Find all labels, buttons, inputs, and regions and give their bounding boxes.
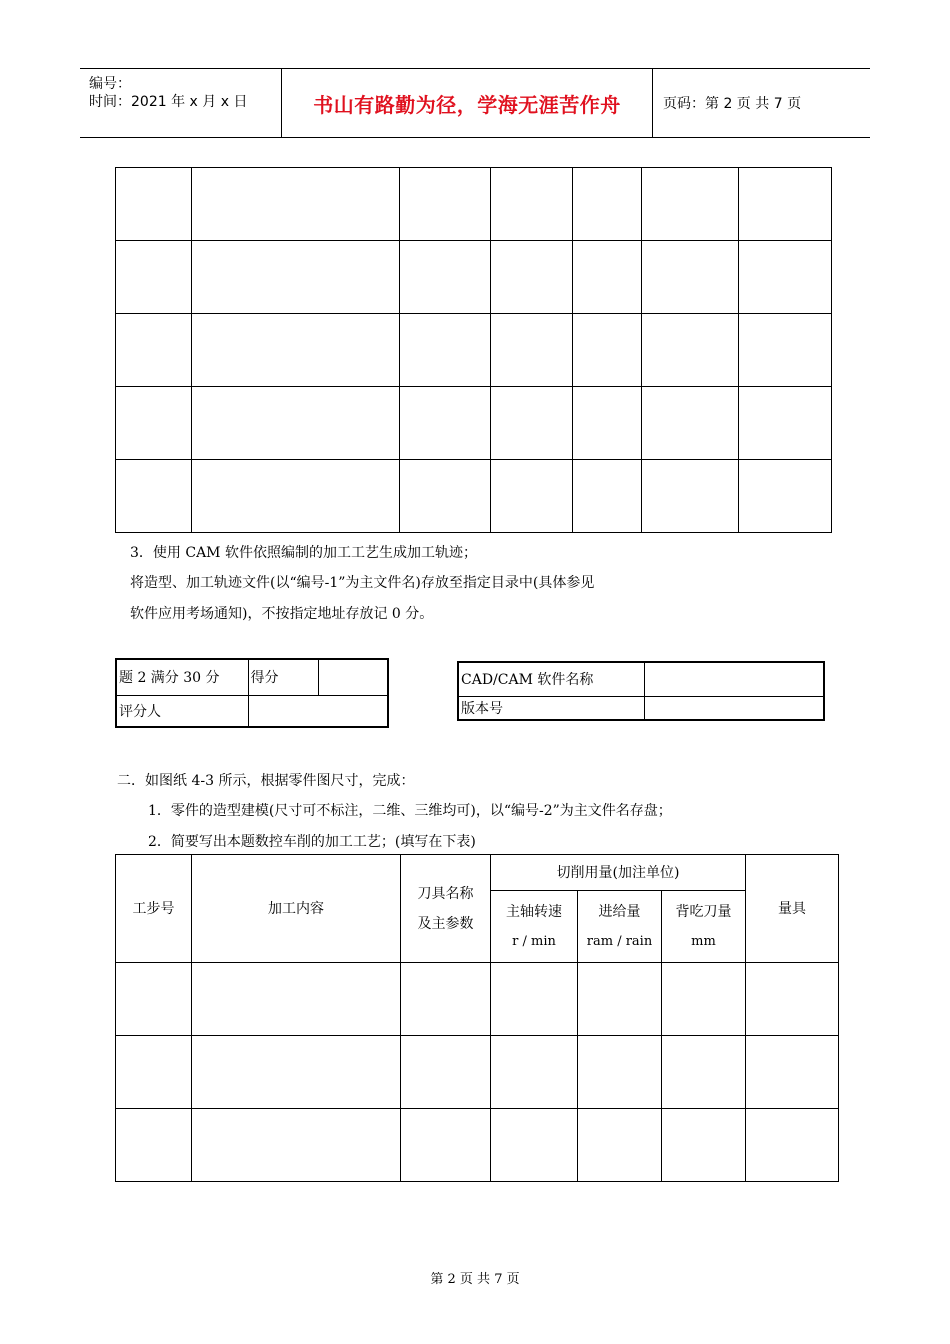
table-cell[interactable] bbox=[578, 1036, 662, 1109]
header-tool-line2: 及主参数 bbox=[417, 915, 474, 932]
table-cell[interactable] bbox=[401, 1036, 491, 1109]
feed-unit: ram / rain bbox=[586, 933, 653, 949]
question-item: 1．零件的造型建模(尺寸可不标注，二维、三维均可)，以“编号-2”为主文件名存盘； bbox=[148, 803, 672, 819]
instruction-line: 3．使用 CAM 软件依照编制的加工工艺生成加工轨迹； bbox=[130, 545, 477, 561]
page-indicator: 页码：第 2 页 共 7 页 bbox=[663, 96, 802, 112]
table-cell[interactable] bbox=[116, 1036, 192, 1109]
table-cell[interactable] bbox=[642, 241, 739, 314]
table-cell[interactable] bbox=[746, 963, 839, 1036]
header-depth bbox=[662, 891, 746, 963]
table-cell[interactable] bbox=[491, 963, 578, 1036]
table-cell[interactable] bbox=[116, 387, 192, 460]
table-cell[interactable] bbox=[192, 387, 400, 460]
table-row bbox=[116, 963, 839, 1036]
table-cell[interactable] bbox=[192, 460, 400, 533]
table-cell[interactable] bbox=[116, 460, 192, 533]
page-header bbox=[80, 68, 870, 138]
header-tool-line1: 刀具名称 bbox=[417, 885, 474, 902]
instruction-line: 软件应用考场通知)，不按指定地址存放记 0 分。 bbox=[130, 606, 434, 622]
table-cell[interactable] bbox=[192, 1109, 401, 1182]
table-cell[interactable] bbox=[491, 1109, 578, 1182]
score-box bbox=[115, 658, 389, 728]
grader-field[interactable] bbox=[248, 695, 388, 727]
table-cell[interactable] bbox=[573, 241, 642, 314]
table-cell[interactable] bbox=[400, 314, 491, 387]
table-cell[interactable] bbox=[116, 963, 192, 1036]
table-cell[interactable] bbox=[662, 963, 746, 1036]
date-label: 时间：2021 年 x 月 x 日 bbox=[89, 94, 248, 110]
table-row bbox=[116, 460, 832, 533]
process-table bbox=[115, 854, 839, 1182]
table-cell[interactable] bbox=[642, 387, 739, 460]
table-cell[interactable] bbox=[739, 460, 832, 533]
grader-label: 评分人 bbox=[116, 695, 248, 727]
table-cell[interactable] bbox=[401, 1109, 491, 1182]
software-name-label: CAD/CAM 软件名称 bbox=[458, 662, 644, 696]
table-cell[interactable] bbox=[116, 1109, 192, 1182]
table-row bbox=[116, 314, 832, 387]
instruction-line: 将造型、加工轨迹文件(以“编号-1”为主文件名)存放至指定目录中(具体参见 bbox=[130, 575, 595, 591]
table-cell[interactable] bbox=[739, 168, 832, 241]
table-cell[interactable] bbox=[491, 168, 573, 241]
table-cell[interactable] bbox=[746, 1036, 839, 1109]
question-item: 2．简要写出本题数控车削的加工工艺；(填写在下表) bbox=[148, 834, 476, 850]
table-cell[interactable] bbox=[573, 387, 642, 460]
table-cell[interactable] bbox=[491, 314, 573, 387]
page-footer: 第 2 页 共 7 页 bbox=[430, 1272, 520, 1287]
table-cell[interactable] bbox=[192, 168, 400, 241]
header-info-cell bbox=[80, 69, 282, 137]
table-cell[interactable] bbox=[116, 314, 192, 387]
depth-label: 背吃刀量 bbox=[675, 903, 732, 920]
table-cell[interactable] bbox=[192, 241, 400, 314]
question-title: 二．如图纸 4-3 所示，根据零件图尺寸，完成： bbox=[117, 773, 415, 789]
full-score-label: 题 2 满分 30 分 bbox=[116, 659, 248, 695]
version-label: 版本号 bbox=[458, 696, 644, 720]
table-cell[interactable] bbox=[642, 460, 739, 533]
spindle-speed-label: 主轴转速 bbox=[506, 903, 562, 920]
table-cell[interactable] bbox=[578, 1109, 662, 1182]
table-cell[interactable] bbox=[739, 314, 832, 387]
table-cell[interactable] bbox=[400, 241, 491, 314]
serial-number-label: 编号： bbox=[89, 76, 131, 92]
table-row bbox=[116, 168, 832, 241]
header-page-cell bbox=[653, 69, 870, 137]
spindle-speed-unit: r / min bbox=[512, 933, 556, 949]
table-row bbox=[116, 241, 832, 314]
blank-process-table-top bbox=[115, 167, 832, 533]
table-cell[interactable] bbox=[739, 387, 832, 460]
score-field[interactable] bbox=[318, 659, 388, 695]
table-cell[interactable] bbox=[401, 963, 491, 1036]
header-content: 加工内容 bbox=[192, 855, 401, 963]
header-spindle-speed bbox=[491, 891, 578, 963]
table-cell[interactable] bbox=[662, 1109, 746, 1182]
version-field[interactable] bbox=[644, 696, 824, 720]
table-row bbox=[116, 1109, 839, 1182]
table-cell[interactable] bbox=[739, 241, 832, 314]
table-cell[interactable] bbox=[573, 168, 642, 241]
header-step-number: 工步号 bbox=[116, 855, 192, 963]
table-cell[interactable] bbox=[573, 314, 642, 387]
header-feed bbox=[578, 891, 662, 963]
table-cell[interactable] bbox=[400, 460, 491, 533]
table-cell[interactable] bbox=[192, 963, 401, 1036]
table-cell[interactable] bbox=[116, 168, 192, 241]
header-cutting-parameters: 切削用量(加注单位) bbox=[491, 855, 746, 891]
table-cell[interactable] bbox=[400, 387, 491, 460]
header-tool bbox=[401, 855, 491, 963]
table-cell[interactable] bbox=[491, 1036, 578, 1109]
table-cell[interactable] bbox=[491, 241, 573, 314]
feed-label: 进给量 bbox=[598, 903, 641, 920]
table-cell[interactable] bbox=[578, 963, 662, 1036]
software-name-field[interactable] bbox=[644, 662, 824, 696]
software-info-box bbox=[457, 661, 825, 721]
table-cell[interactable] bbox=[746, 1109, 839, 1182]
table-cell[interactable] bbox=[662, 1036, 746, 1109]
score-label: 得分 bbox=[248, 659, 318, 695]
table-cell[interactable] bbox=[116, 241, 192, 314]
table-cell[interactable] bbox=[642, 168, 739, 241]
motto-text: 书山有路勤为径，学海无涯苦作舟 bbox=[313, 92, 621, 117]
table-row bbox=[116, 387, 832, 460]
table-cell[interactable] bbox=[192, 314, 400, 387]
header-gauge: 量具 bbox=[746, 855, 839, 963]
table-cell[interactable] bbox=[192, 1036, 401, 1109]
table-cell[interactable] bbox=[400, 168, 491, 241]
header-motto-cell bbox=[282, 69, 653, 137]
table-row bbox=[116, 1036, 839, 1109]
table-cell[interactable] bbox=[491, 387, 573, 460]
table-cell[interactable] bbox=[642, 314, 739, 387]
table-cell[interactable] bbox=[573, 460, 642, 533]
table-cell[interactable] bbox=[491, 460, 573, 533]
depth-unit: mm bbox=[691, 933, 716, 949]
